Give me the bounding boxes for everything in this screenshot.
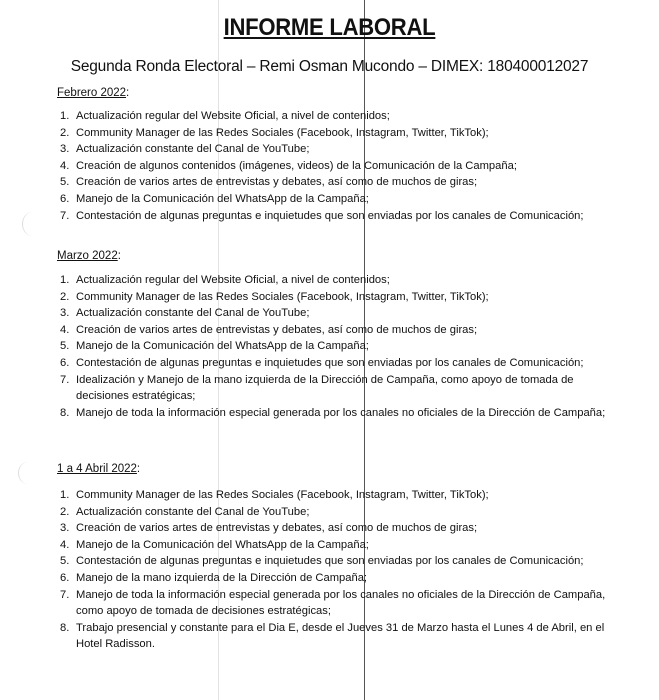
document-title: INFORME LABORAL: [223, 14, 436, 41]
list-item: [60, 174, 616, 191]
task-list-abril: [60, 487, 616, 653]
item-text: Community Manager de las Redes Sociales (Facebook, Instagram, Twitter, TikTok);: [76, 290, 489, 303]
list-item: [60, 208, 616, 225]
item-text: Manejo de la Comunicación del WhatsApp de la Campaña;: [76, 192, 369, 205]
list-item: [60, 322, 616, 339]
item-number: 4.: [60, 159, 70, 172]
section-heading-text: Febrero 2022: [57, 87, 127, 99]
item-number: 2.: [60, 290, 70, 303]
list-item: [60, 125, 616, 142]
item-text: Creación de algunos contenidos (imágenes, videos) de la Comunicación de la Campaña;: [76, 159, 517, 172]
list-item: [60, 405, 616, 422]
task-list-marzo: [60, 272, 616, 421]
section-heading-abril: [57, 463, 140, 475]
list-item: [60, 158, 616, 175]
list-item: [60, 305, 616, 322]
item-text: Community Manager de las Redes Sociales (Facebook, Instagram, Twitter, TikTok);: [76, 126, 489, 139]
task-list-febrero: [60, 108, 616, 224]
item-number: 1.: [60, 274, 70, 286]
item-text: Contestación de algunas preguntas e inquietudes que son enviadas por los canales de Comunicación;: [76, 356, 584, 369]
item-text: Creación de varios artes de entrevistas y debates, así como de muchos de giras;: [76, 323, 478, 336]
punch-hole-mark: [18, 462, 37, 484]
item-text: Trabajo presencial y constante para el Dia E, desde el Jueves 31 de Marzo hasta el Lunes 4 de Abril, en el Hotel Radisson.: [76, 621, 605, 651]
item-number: 6.: [60, 571, 70, 584]
list-item: [60, 141, 616, 158]
list-item: [60, 372, 616, 405]
list-item: [60, 570, 616, 587]
item-number: 2.: [60, 126, 70, 139]
item-text: Actualización regular del Website Oficial, a nivel de contenidos;: [76, 274, 390, 286]
item-text: Actualización regular del Website Oficial, a nivel de contenidos;: [76, 110, 390, 122]
list-item: [60, 108, 616, 125]
list-item: [60, 520, 616, 537]
item-text: Idealización y Manejo de la mano izquierda de la Dirección de Campaña, como apoyo de tomada de decisiones estratégicas;: [76, 373, 574, 403]
item-number: 4.: [60, 538, 70, 551]
item-number: 8.: [60, 621, 70, 634]
item-number: 7.: [60, 209, 70, 222]
item-number: 3.: [60, 522, 70, 535]
item-number: 7.: [60, 373, 70, 386]
section-heading-febrero: [57, 87, 129, 99]
punch-hole-mark: [22, 212, 43, 236]
list-item: [60, 504, 616, 521]
section-heading-marzo: [57, 250, 121, 262]
item-text: Actualización constante del Canal de YouTube;: [76, 307, 310, 320]
item-text: Creación de varios artes de entrevistas y debates, así como de muchos de giras;: [76, 176, 478, 189]
item-number: 4.: [60, 323, 70, 336]
list-item: [60, 272, 616, 289]
list-item: [60, 537, 616, 554]
list-item: [60, 620, 616, 653]
item-number: 1.: [60, 489, 70, 501]
section-heading-text: 1 a 4 Abril 2022: [57, 463, 137, 475]
item-text: Creación de varios artes de entrevistas y debates, así como de muchos de giras;: [76, 522, 478, 535]
item-number: 1.: [60, 110, 70, 122]
item-text: Actualización constante del Canal de YouTube;: [76, 505, 310, 518]
item-text: Manejo de la Comunicación del WhatsApp de la Campaña;: [76, 340, 369, 353]
list-item: [60, 191, 616, 208]
list-item: [60, 338, 616, 355]
item-text: Manejo de la Comunicación del WhatsApp de la Campaña;: [76, 538, 369, 551]
item-number: 3.: [60, 143, 70, 156]
item-text: Contestación de algunas preguntas e inquietudes que son enviadas por los canales de Comunicación;: [76, 555, 584, 568]
item-number: 2.: [60, 505, 70, 518]
item-number: 6.: [60, 356, 70, 369]
item-text: Contestación de algunas preguntas e inquietudes que son enviadas por los canales de Comunicación;: [76, 209, 584, 222]
list-item: [60, 487, 616, 504]
document-subtitle: Segunda Ronda Electoral – Remi Osman Mucondo – DIMEX: 180400012027: [70, 58, 589, 75]
item-number: 8.: [60, 406, 70, 419]
item-text: Manejo de toda la información especial generada por los canales no oficiales de la Dirección de Campaña, como apoyo de tomada de decisiones estratégicas;: [76, 588, 606, 618]
list-item: [60, 587, 616, 620]
item-text: Actualización constante del Canal de YouTube;: [76, 143, 310, 156]
item-number: 6.: [60, 192, 70, 205]
item-number: 3.: [60, 307, 70, 320]
item-number: 5.: [60, 176, 70, 189]
section-heading-colon: :: [126, 87, 130, 99]
item-number: 5.: [60, 555, 70, 568]
item-number: 5.: [60, 340, 70, 353]
section-heading-text: Marzo 2022: [57, 250, 118, 262]
item-text: Community Manager de las Redes Sociales (Facebook, Instagram, Twitter, TikTok);: [76, 489, 489, 501]
item-text: Manejo de la mano izquierda de la Dirección de Campaña;: [76, 571, 368, 584]
section-heading-colon: :: [117, 250, 121, 262]
item-number: 7.: [60, 588, 70, 601]
list-item: [60, 553, 616, 570]
list-item: [60, 355, 616, 372]
item-text: Manejo de toda la información especial generada por los canales no oficiales de la Dirección de Campaña;: [76, 406, 606, 419]
section-heading-colon: :: [136, 463, 141, 475]
list-item: [60, 289, 616, 306]
